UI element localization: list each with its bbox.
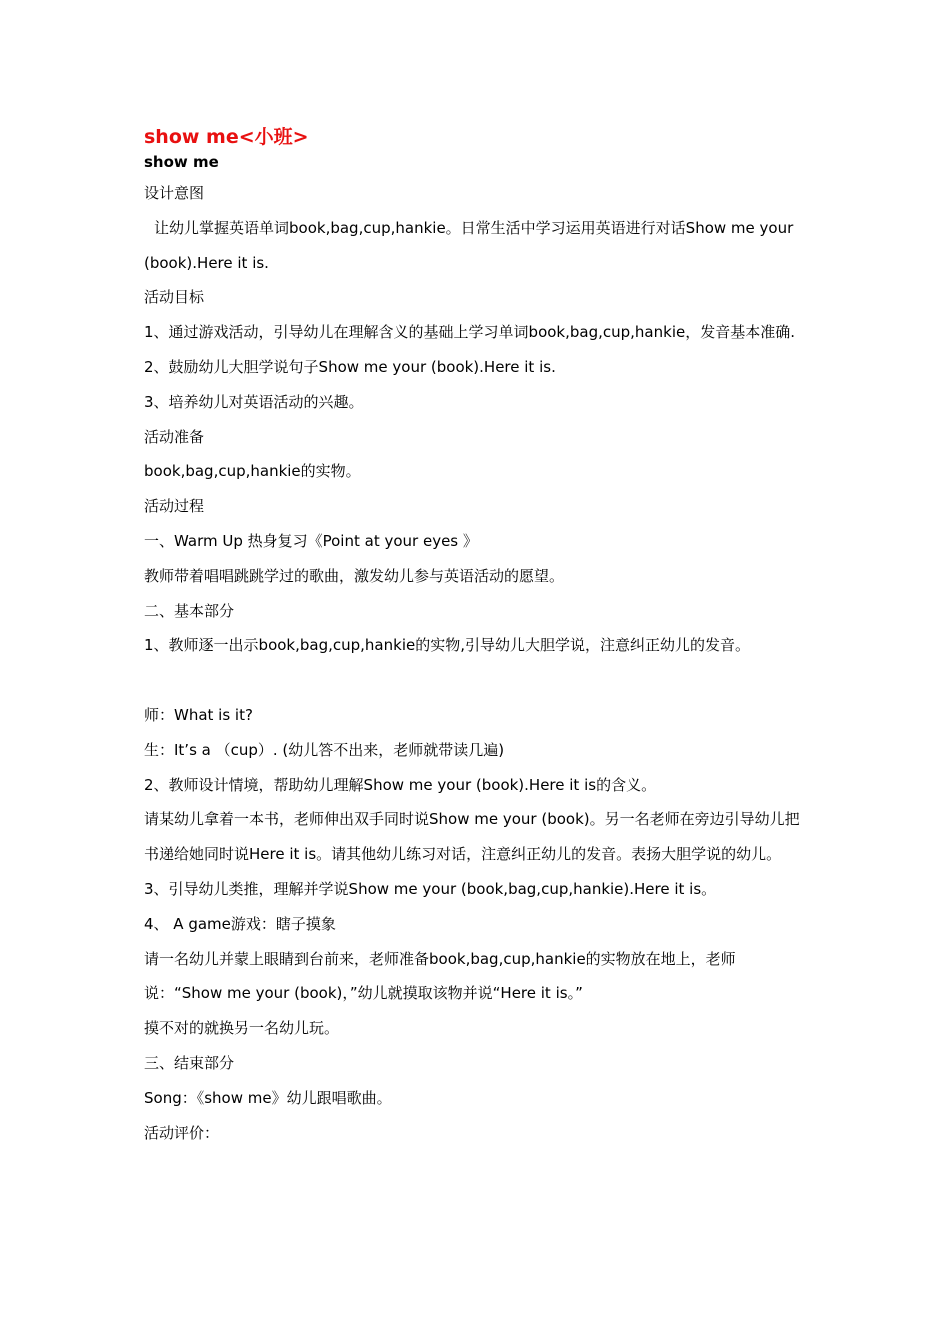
paragraph-song: Song：《show me》幼儿跟唱歌曲。 <box>144 1088 392 1107</box>
section-heading-process: 活动过程 <box>144 497 205 516</box>
goal-item-1: 1、通过游戏活动，引导幼儿在理解含义的基础上学习单词book,bag,cup,hankie，发音基本准确. <box>144 323 795 342</box>
section-heading-evaluation: 活动评价： <box>144 1123 220 1142</box>
section-heading-preparation: 活动准备 <box>144 427 205 446</box>
dialogue-student: 生：It’s a （cup）. (幼儿答不出来，老师就带读几遍) <box>144 740 505 759</box>
goal-item-2: 2、鼓励幼儿大胆学说句子Show me your (book).Here it is. <box>144 357 556 376</box>
paragraph-game-rule: 摸不对的就换另一名幼儿玩。 <box>144 1019 340 1038</box>
paragraph-design-intent: 让幼儿掌握英语单词book,bag,cup,hankie。日常生活中学习运用英语进行对话Show me your (book).Here it is. <box>144 218 794 272</box>
process-step-warm-up: 一、Warm Up 热身复习《Point at your eyes 》 <box>144 531 478 550</box>
basic-item-3: 3、引导幼儿类推，理解并学说Show me your (book,bag,cup,hankie).Here it is。 <box>144 879 717 898</box>
basic-item-1: 1、教师逐一出示book,bag,cup,hankie的实物,引导幼儿大胆学说，注意纠正幼儿的发音。 <box>144 636 750 655</box>
section-heading-design-intent: 设计意图 <box>144 184 205 202</box>
process-step-basic: 二、基本部分 <box>144 601 235 620</box>
paragraph-situation: 请某幼儿拿着一本书，老师伸出双手同时说Show me your (book)。另一名老师在旁边引导幼儿把书递给她同时说Here it is。请其他幼儿练习对话，注意纠正幼儿的发音。表扬大胆学说的幼儿。 <box>144 810 800 864</box>
document-body <box>144 176 808 1150</box>
goal-item-3: 3、培养幼儿对英语活动的兴趣。 <box>144 392 364 411</box>
document-subtitle: show me <box>144 153 219 171</box>
paragraph-preparation: book,bag,cup,hankie的实物。 <box>144 462 361 481</box>
section-heading-goals: 活动目标 <box>144 288 205 307</box>
basic-item-4: 4、 A game游戏：瞎子摸象 <box>144 914 336 933</box>
document-title: show me<小班> <box>144 126 309 148</box>
blank-line <box>144 663 808 698</box>
process-step-ending: 三、结束部分 <box>144 1053 235 1072</box>
paragraph-game: 请一名幼儿并蒙上眼睛到台前来，老师准备book,bag,cup,hankie的实物放在地上，老师说：“Show me your (book)，”幼儿就摸取该物并说“Here it is。” <box>144 949 736 1003</box>
paragraph-warm-up: 教师带着唱唱跳跳学过的歌曲，激发幼儿参与英语活动的愿望。 <box>144 566 565 585</box>
dialogue-teacher: 师：What is it? <box>144 705 253 724</box>
basic-item-2: 2、教师设计情境，帮助幼儿理解Show me your (book).Here it is的含义。 <box>144 775 657 794</box>
